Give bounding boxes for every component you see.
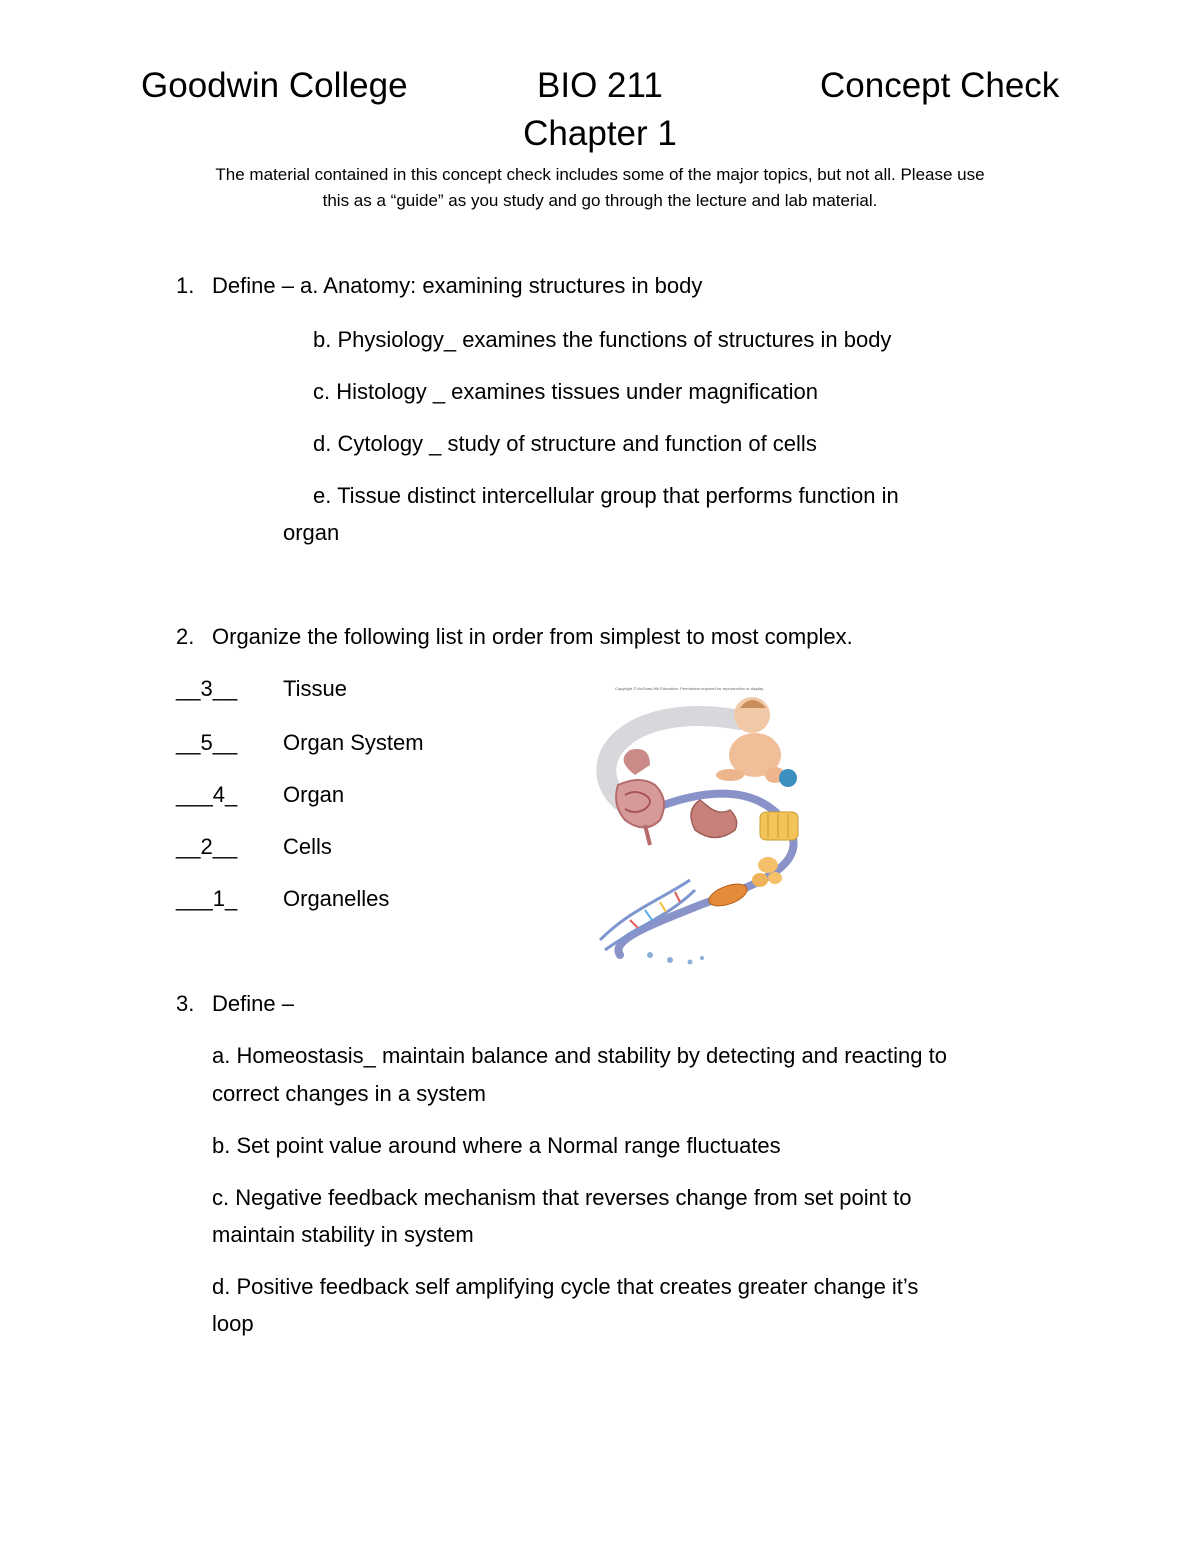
q3-line-b: b. Set point value around where a Normal range fluctuates	[212, 1133, 781, 1158]
q3-line-c-cont: maintain stability in system	[212, 1222, 474, 1247]
q1-line-d: d. Cytology _ study of structure and function of cells	[313, 431, 817, 456]
levels-of-organization-figure	[590, 680, 820, 970]
intro-line-1: The material contained in this concept check includes some of the major topics, but not all. Please use	[215, 165, 985, 184]
q3-line-c: c. Negative feedback mechanism that reverses change from set point to	[212, 1185, 912, 1210]
tissue-icon	[760, 812, 798, 840]
organ-icon	[691, 800, 737, 838]
intro-line-2: this as a “guide” as you study and go through the lecture and lab material.	[322, 191, 878, 210]
organelle-icon	[706, 880, 750, 911]
q2-item-2-label: Organ System	[283, 730, 424, 755]
levels-illustration	[590, 680, 820, 970]
question-3-number: 3.	[176, 991, 195, 1016]
q2-blank-1: __3__	[176, 676, 238, 701]
question-1-number: 1.	[176, 273, 195, 298]
q3-line-a-cont: correct changes in a system	[212, 1081, 486, 1106]
q2-item-5-label: Organelles	[283, 886, 390, 911]
college-name: Goodwin College	[141, 66, 408, 105]
document-title: Concept Check	[820, 66, 1060, 105]
q2-prompt: Organize the following list in order from simplest to most complex.	[212, 624, 853, 649]
organ-system-icon	[616, 749, 664, 845]
q1-line-b: b. Physiology_ examines the functions of structures in body	[313, 327, 892, 352]
figure-caption: Copyright © McGraw-Hill Education. Permission required for reproduction or display.	[615, 686, 764, 691]
question-2-number: 2.	[176, 624, 195, 649]
q2-blank-4: __2__	[176, 834, 238, 859]
q2-blank-3: ___4_	[176, 782, 238, 807]
q1-line-e: e. Tissue distinct intercellular group that performs function in	[313, 483, 899, 508]
q1-line-c: c. Histology _ examines tissues under magnification	[313, 379, 819, 404]
q3-line-d: d. Positive feedback self amplifying cycle that creates greater change it’s	[212, 1274, 919, 1299]
q2-item-3-label: Organ	[283, 782, 345, 807]
q1-line-a: Define – a. Anatomy: examining structures in body	[212, 273, 703, 298]
q3-prompt: Define –	[212, 991, 294, 1016]
q1-line-e-cont: organ	[283, 520, 340, 545]
q2-item-1-label: Tissue	[283, 676, 347, 701]
q2-blank-5: ___1_	[176, 886, 238, 911]
q2-blank-2: __5__	[176, 730, 238, 755]
chapter-title: Chapter 1	[523, 114, 677, 153]
q3-line-a: a. Homeostasis_ maintain balance and stability by detecting and reacting to	[212, 1043, 947, 1068]
q3-line-d-cont: loop	[212, 1311, 254, 1336]
q2-item-4-label: Cells	[283, 834, 332, 859]
course-code: BIO 211	[537, 66, 663, 105]
